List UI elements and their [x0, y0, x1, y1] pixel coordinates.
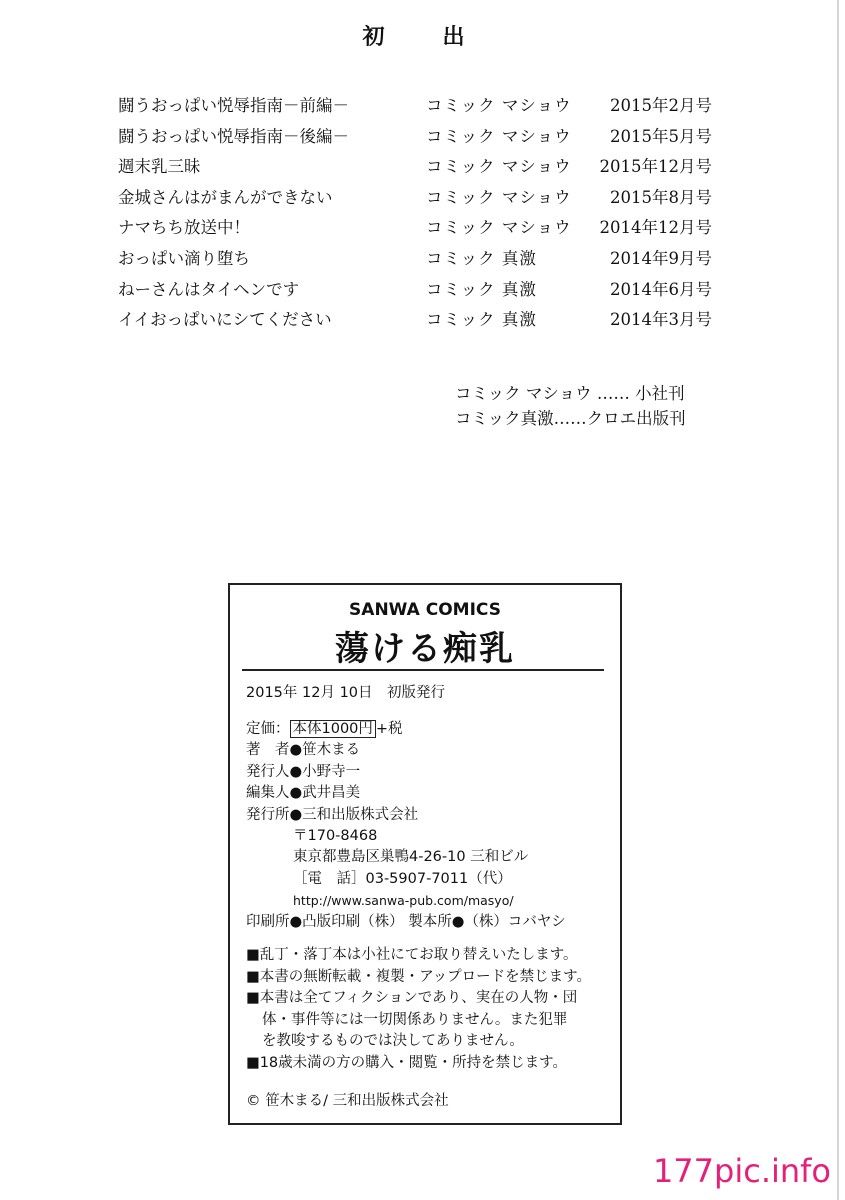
story-title: 金城さんはがまんができない: [118, 187, 333, 207]
page-heading: 初 出: [362, 24, 483, 50]
book-title: 蕩ける痴乳: [335, 629, 515, 669]
issue-date: 2014年3月号: [610, 310, 712, 330]
colophon-details: [246, 719, 616, 933]
publisher-note: コミック マショウ …… 小社刊: [455, 384, 685, 403]
issue-date: 2015年5月号: [610, 126, 712, 146]
story-title: ねーさんはタイヘンです: [118, 279, 300, 299]
issue-date: 2015年8月号: [610, 187, 712, 207]
issue-date: 2014年6月号: [610, 279, 712, 299]
copyright-line: © 笹木まる/ 三和出版株式会社: [246, 1093, 449, 1109]
notice-list: [246, 945, 616, 1075]
notice-item: ■18歳未満の方の購入・閲覧・所持を禁じます。: [246, 1054, 567, 1071]
magazine-name: コミック 真激: [426, 279, 537, 299]
magazine-name: コミック マショウ: [426, 187, 572, 207]
list-item: [118, 245, 738, 276]
list-item: [118, 276, 738, 307]
publisher-person-line: 発行人●小野寺一: [246, 763, 361, 780]
price-tax: +税: [375, 721, 403, 737]
publisher-note: コミック真激……クロエ出版刊: [455, 409, 686, 428]
title-divider: [242, 669, 604, 671]
first-appearance-list: [118, 92, 738, 337]
price-line: [246, 719, 616, 740]
magazine-name: コミック マショウ: [426, 126, 572, 146]
phone-line: ［電 話］03-5907-7011（代）: [293, 870, 512, 887]
issue-date: 2015年12月号: [599, 157, 712, 177]
notice-item: を教唆するものでは決してありません。: [262, 1033, 524, 1050]
publication-date: 2015年 12月 10日 初版発行: [246, 685, 446, 701]
postal-code: 〒170-8468: [293, 827, 378, 844]
printer-line: 印刷所●凸版印刷（株） 製本所●（株）コバヤシ: [246, 913, 566, 930]
magazine-name: コミック 真激: [426, 248, 537, 268]
story-title: イイおっぱいにシてください: [118, 310, 332, 330]
story-title: 週末乳三昧: [118, 157, 201, 177]
address-line: 東京都豊島区巣鴨4-26-10 三和ビル: [293, 849, 529, 866]
list-item: [118, 214, 738, 245]
story-title: おっぱい滴り堕ち: [118, 248, 250, 268]
issue-date: 2014年12月号: [599, 218, 712, 238]
colophon-box: [228, 583, 622, 1125]
magazine-name: コミック マショウ: [426, 218, 572, 238]
notice-item: ■乱丁・落丁本は小社にてお取り替えいたします。: [246, 947, 578, 963]
series-label: SANWA COMICS: [349, 600, 501, 620]
story-title: 闘うおっぱい悦辱指南－後編－: [118, 126, 349, 146]
watermark: 177pic.info: [652, 1152, 831, 1190]
issue-date: 2014年9月号: [610, 248, 712, 268]
notice-item: 体・事件等には一切関係ありません。また犯罪: [262, 1011, 568, 1028]
list-item: [118, 92, 738, 123]
notice-item: ■本書は全てフィクションであり、実在の人物・団: [246, 990, 578, 1007]
website-url: http://www.sanwa-pub.com/masyo/: [293, 893, 514, 909]
issue-date: 2015年2月号: [610, 96, 712, 115]
story-title: 闘うおっぱい悦辱指南－前編－: [118, 96, 349, 115]
list-item: [118, 123, 738, 154]
magazine-name: コミック マショウ: [426, 157, 572, 177]
magazine-name: コミック マショウ: [426, 96, 572, 115]
magazine-name: コミック 真激: [426, 310, 537, 330]
list-item: [118, 184, 738, 215]
notice-item: ■本書の無断転載・複製・アップロードを禁じます。: [246, 968, 592, 985]
page-edge: [837, 0, 839, 1200]
publishing-house-line: 発行所●三和出版株式会社: [246, 806, 419, 823]
price-box: 本体1000円: [290, 720, 376, 738]
list-item: [118, 153, 738, 184]
price-label: 定価：: [246, 721, 290, 737]
list-item: [118, 306, 738, 337]
editor-line: 編集人●武井昌美: [246, 785, 361, 802]
story-title: ナマちち放送中！: [118, 218, 250, 238]
author-line: 著 者●笹木まる: [246, 742, 361, 759]
publisher-notes: [455, 381, 686, 431]
